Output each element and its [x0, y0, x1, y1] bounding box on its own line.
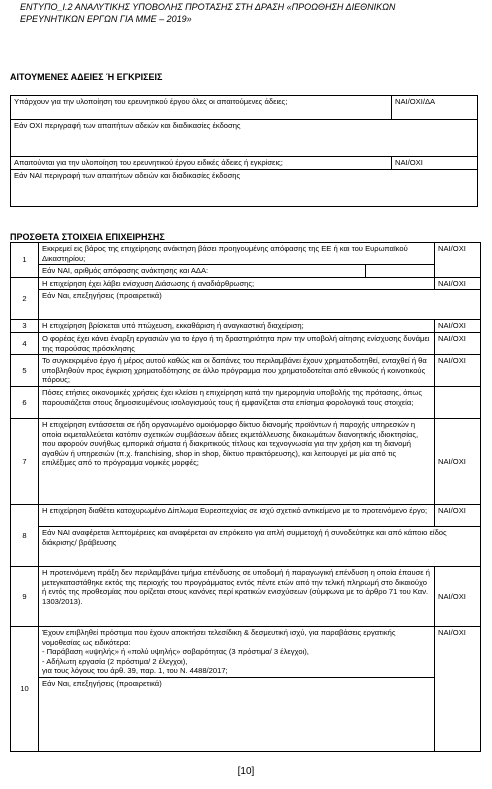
- header-line-2: ΕΡΕΥΝΗΤΙΚΩΝ ΕΡΓΩΝ ΓΙΑ ΜΜΕ – 2019»: [20, 14, 192, 24]
- row-number: 6: [11, 387, 39, 419]
- row-answer[interactable]: ΝΑΙ/ΟΧΙ: [435, 277, 481, 290]
- row-answer[interactable]: ΝΑΙ/ΟΧΙ: [435, 505, 481, 527]
- row-number: 10: [11, 627, 39, 752]
- row-question: Εκκρεμεί εις βάρος της επιχείρησης ανάκτηση βάσει προηγουμένης απόφασης της ΕΕ ή και του Ευρωπαϊκού Δικαστηρίου;: [39, 243, 435, 265]
- row-subfield-input[interactable]: [366, 265, 435, 278]
- row-subfield[interactable]: Εάν Ναι, επεξηγήσεις (προαιρετικά): [39, 290, 481, 320]
- table-row: [11, 527, 481, 567]
- row-answer[interactable]: ΝΑΙ/ΟΧΙ: [435, 243, 481, 278]
- row-question: Πόσες ετήσιες οικονομικές χρήσεις έχει κλείσει η επιχείρηση κατά την ημερομηνία υποβολής της πρότασης, όπως παρουσιάζεται στους δημοσιευμένους ισολογισμούς τους ή εμφανίζεται στα επίσημα φορολογικά τους στοιχεία;: [39, 387, 435, 419]
- row-number: 9: [11, 567, 39, 627]
- extra-section-title: ΠΡΟΣΘΕΤΑ ΣΤΟΙΧΕΙΑ ΕΠΙΧΕΙΡΗΣΗΣ: [10, 232, 165, 242]
- extra-table: [10, 242, 481, 752]
- permits-section-title: ΑΙΤΟΥΜΕΝΕΣ ΑΔΕΙΕΣ Ή ΕΓΚΡΙΣΕΙΣ: [10, 72, 163, 82]
- row-subfield: Εάν ΝΑΙ, αριθμός απόφασης ανάκτησης και ΑΔΑ:: [39, 265, 366, 278]
- row-subfield[interactable]: Εάν Ναι, επεξηγήσεις (προαιρετικά): [39, 677, 434, 689]
- table-row: [11, 277, 481, 290]
- row-question: Η επιχείρηση έχει λάβει ενίσχυση Διάσωσης ή αναδιάρθρωσης;: [39, 277, 435, 290]
- table-row: [11, 320, 481, 333]
- row-question: Το συγκεκριμένο έργο ή μέρος αυτού καθώς και οι δαπάνες του περιλαμβάνει έχουν χρηματοδοτηθεί, ενταχθεί ή θα υποβληθούν προς έγκριση χρηματοδότησης σε άλλο πρόγραμμα που χρηματοδοτείται από εθνικούς ή κοινοτικούς πόρους;: [39, 355, 435, 387]
- permits-answer[interactable]: ΝΑΙ/ΟΧΙ: [392, 157, 478, 170]
- permits-description[interactable]: Εάν ΝΑΙ περιγραφή των απαιτήτων αδειών και διαδικασίες έκδοσης: [11, 170, 478, 207]
- row-question-line: - Παράβαση «υψηλής» ή «πολύ υψηλής» σοβαρότητας (3 πρόστιμα/ 3 έλεγχοι),: [42, 647, 309, 656]
- page-number: [10]: [237, 766, 255, 777]
- table-row: [11, 170, 478, 207]
- row-number: 4: [11, 333, 39, 355]
- permits-answer[interactable]: ΝΑΙ/ΟΧΙ/ΔΑ: [392, 96, 478, 120]
- table-row: [11, 120, 478, 157]
- row-number: 7: [11, 419, 39, 505]
- row-question: Ο φορέας έχει κάνει έναρξη εργασιών για το έργο ή τη δραστηριότητα πριν την υποβολή αίτησης ενίσχυσης δυνάμει της παρούσας πρόσκλησης: [39, 333, 435, 355]
- table-row: [11, 505, 481, 527]
- row-number: 3: [11, 320, 39, 333]
- row-number: 8: [11, 505, 39, 567]
- permits-table: [10, 95, 478, 207]
- table-row: [11, 627, 481, 752]
- table-row: [11, 96, 478, 120]
- row-answer[interactable]: ΝΑΙ/ΟΧΙ: [435, 320, 481, 333]
- row-answer[interactable]: ΝΑΙ/ΟΧΙ: [435, 567, 481, 627]
- row-question-line: Έχουν επιβληθεί πρόστιμα που έχουν αποκτήσει τελεσίδικη & δεσμευτική ισχύ, για παραβάσεις εργατικής νομοθεσίας ως ειδικότερα:: [42, 628, 396, 647]
- table-row: [11, 419, 481, 505]
- table-row: [11, 567, 481, 627]
- permits-question: Υπάρχουν για την υλοποίηση του ερευνητικού έργου όλες οι απαιτούμενες άδειες;: [11, 96, 392, 120]
- table-row: [11, 387, 481, 419]
- row-answer[interactable]: ΝΑΙ/ΟΧΙ: [435, 355, 481, 387]
- row-question: Η προτεινόμενη πράξη δεν περιλαμβάνει τμήμα επένδυσης σε υποδομή ή παραγωγική επένδυση η οποία έπαυσε ή μετεγκαταστάθηκε εκτός της περιοχής του προγράμματος εντός πέντε ετών από την τελική πληρωμή στο δικαιούχο ή εντός της προθεσμίας που ορίζεται στους κανόνες περί κρατικών ενισχύσεων (σύμφωνα με το άρθρο 71 του Καν. 1303/2013).: [39, 567, 435, 627]
- row-answer[interactable]: ΝΑΙ/ΟΧΙ: [435, 627, 481, 752]
- row-question: [39, 627, 435, 752]
- row-question-line: για τους λόγους του άρθ. 39, παρ. 1, του Ν. 4488/2017;: [42, 666, 228, 675]
- table-row: [11, 333, 481, 355]
- row-answer[interactable]: [435, 387, 481, 419]
- row-number: 1: [11, 243, 39, 278]
- row-question: Η επιχείρηση βρίσκεται υπό πτώχευση, εκκαθάριση ή αναγκαστική διαχείριση;: [39, 320, 435, 333]
- form-header: [20, 1, 475, 25]
- table-row: [11, 265, 481, 278]
- row-answer[interactable]: ΝΑΙ/ΟΧΙ: [435, 333, 481, 355]
- table-row: [11, 157, 478, 170]
- table-row: [11, 355, 481, 387]
- table-row: [11, 290, 481, 320]
- row-number: 5: [11, 355, 39, 387]
- row-number: 2: [11, 277, 39, 320]
- permits-question: Απαιτούνται για την υλοποίηση του ερευνητικού έργου ειδικές άδειες ή εγκρίσεις;: [11, 157, 392, 170]
- permits-description[interactable]: Εάν ΟΧΙ περιγραφή των απαιτήτων αδειών και διαδικασίες έκδοσης: [11, 120, 478, 157]
- row-subfield[interactable]: Εάν ΝΑΙ αναφέρεται λεπτομέρειες και αναφέρεται αν επρόκειτο για απλή συμμετοχή ή συνοδεύτηκε και από κάποιο είδος διάκρισης/ βράβευσης: [39, 527, 481, 567]
- row-question: Η επιχείρηση διαθέτει κατοχυρωμένο Δίπλωμα Ευρεσιτεχνίας σε ισχύ σχετικό αντικείμενο με το προτεινόμενο έργο;: [39, 505, 435, 527]
- row-answer[interactable]: ΝΑΙ/ΟΧΙ: [435, 419, 481, 505]
- row-question: Η επιχείρηση εντάσσεται σε ήδη οργανωμένο ομοιόμορφο δίκτυο διανομής προϊόντων ή παροχής υπηρεσιών η οποία εκμεταλλεύεται κατόπιν σχετικών συμβάσεων άδειες εκμετάλλευσης δικαιωμάτων διανοητικής ιδιοκτησίας, που αφορούν συνήθως εμπορικά σήματα ή διακριτικούς τίτλους και τεχνογνωσία για την χρήση και τη διανομή αγαθών ή υπηρεσιών (π.χ. franchising, shop in shop, δίκτυο πρακτόρευσης), και λειτουργεί με μία από τις επιλέξιμες από το πρόγραμμα νομικές μορφές;: [39, 419, 435, 505]
- header-line-1: ΕΝΤΥΠΟ_Ι.2 ΑΝΑΛΥΤΙΚΗΣ ΥΠΟΒΟΛΗΣ ΠΡΟΤΑΣΗΣ ΣΤΗ ΔΡΑΣΗ «ΠΡΟΩΘΗΣΗ ΔΙΕΘΝΙΚΩΝ: [20, 2, 396, 12]
- row-question-line: - Αδήλωτη εργασία (2 πρόστιμα/ 2 έλεγχοι),: [42, 656, 188, 666]
- table-row: [11, 243, 481, 265]
